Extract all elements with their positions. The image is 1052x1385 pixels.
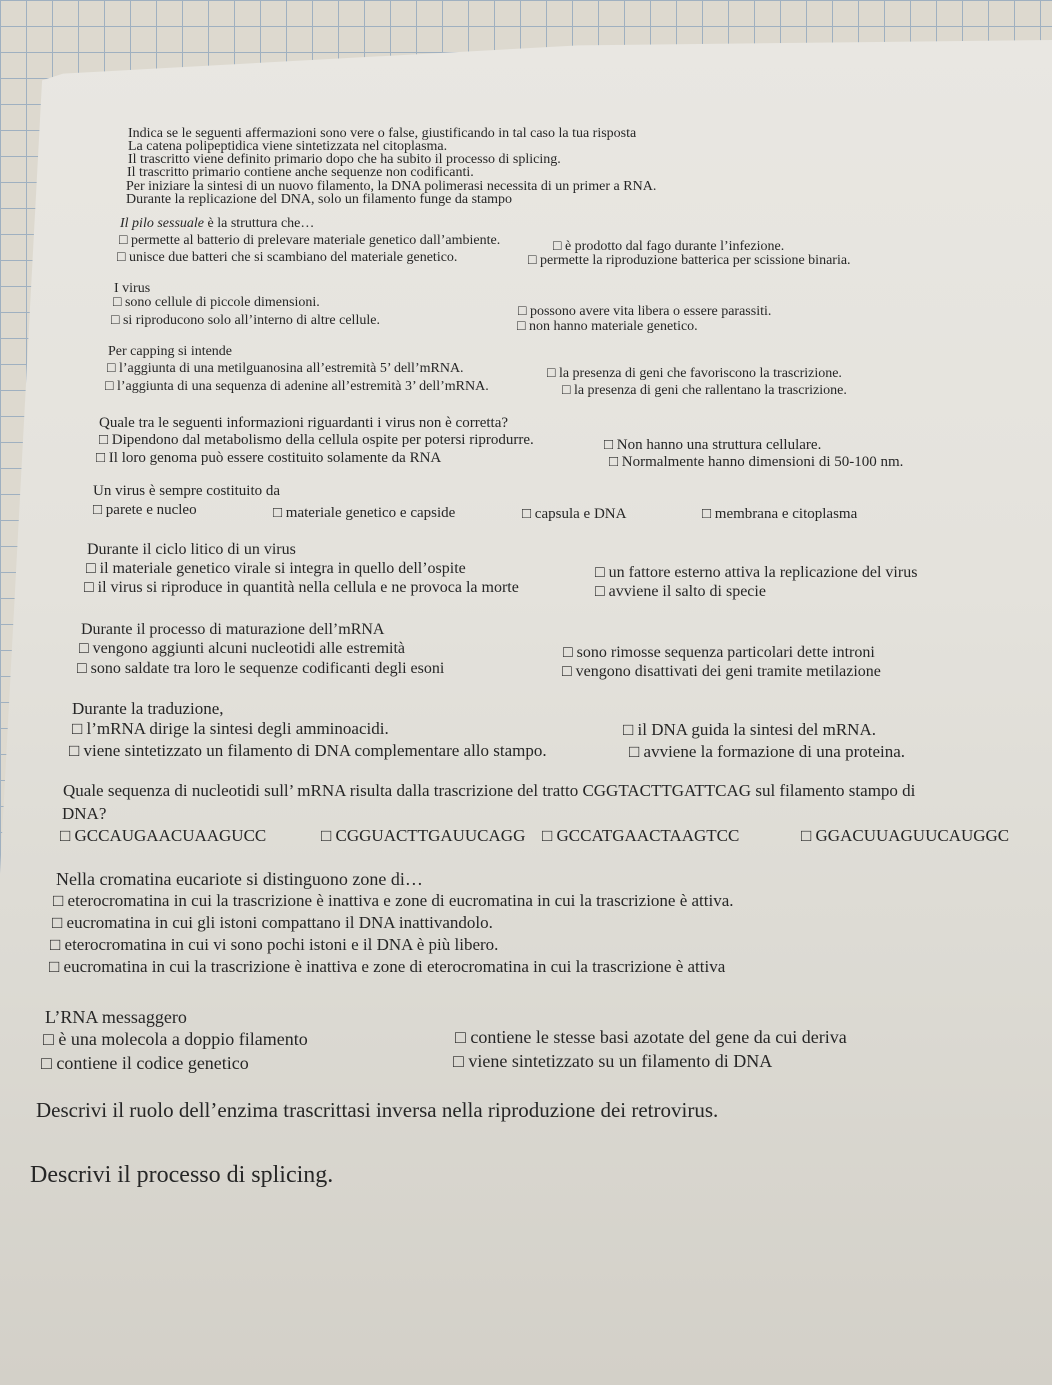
option-checkbox[interactable]: □ capsula e DNA bbox=[522, 506, 627, 522]
option-checkbox[interactable]: □ avviene il salto di specie bbox=[595, 583, 766, 600]
statement: Per iniziare la sintesi di un nuovo filamento, la DNA polimerasi necessita di un primer a RNA. bbox=[126, 179, 657, 194]
option-checkbox[interactable]: □ l’aggiunta di una sequenza di adenine all’estremità 3’ dell’mRNA. bbox=[105, 379, 489, 394]
statement: Il trascritto primario contiene anche sequenze non codificanti. bbox=[127, 165, 474, 180]
option-checkbox[interactable]: □ il DNA guida la sintesi del mRNA. bbox=[623, 720, 876, 739]
question-stem: Un virus è sempre costituito da bbox=[93, 483, 281, 499]
option-checkbox[interactable]: □ GCCAUGAACUAAGUCC bbox=[60, 826, 267, 845]
option-checkbox[interactable]: □ contiene il codice genetico bbox=[41, 1053, 249, 1073]
option-checkbox[interactable]: □ non hanno materiale genetico. bbox=[517, 319, 698, 334]
option-checkbox[interactable]: □ il materiale genetico virale si integra in quello dell’ospite bbox=[86, 560, 466, 577]
option-checkbox[interactable]: □ possono avere vita libera o essere parassiti. bbox=[518, 304, 772, 319]
option-checkbox[interactable]: □ permette al batterio di prelevare materiale genetico dall’ambiente. bbox=[119, 233, 501, 248]
option-checkbox[interactable]: □ vengono disattivati dei geni tramite metilazione bbox=[562, 663, 881, 680]
option-checkbox[interactable]: □ la presenza di geni che rallentano la trascrizione. bbox=[562, 383, 847, 398]
question-stem: Per capping si intende bbox=[108, 344, 233, 359]
option-checkbox[interactable]: □ si riproducono solo all’interno di altre cellule. bbox=[111, 313, 380, 328]
question-stem: Durante il processo di maturazione dell’mRNA bbox=[81, 621, 385, 638]
option-checkbox[interactable]: □ unisce due batteri che si scambiano del materiale genetico. bbox=[117, 250, 458, 265]
option-checkbox[interactable]: □ permette la riproduzione batterica per scissione binaria. bbox=[528, 253, 851, 268]
question-stem-continued: DNA? bbox=[62, 804, 107, 823]
option-checkbox[interactable]: □ sono cellule di piccole dimensioni. bbox=[113, 295, 320, 310]
open-question: Descrivi il processo di splicing. bbox=[30, 1162, 334, 1188]
option-checkbox[interactable]: □ sono rimosse sequenza particolari dette introni bbox=[563, 644, 875, 661]
option-checkbox[interactable]: □ GCCATGAACTAAGTCC bbox=[542, 826, 740, 845]
question-stem: Durante il ciclo litico di un virus bbox=[87, 541, 296, 558]
question-stem: Quale tra le seguenti informazioni riguardanti i virus non è corretta? bbox=[99, 415, 509, 431]
option-checkbox[interactable]: □ CGGUACTTGAUUCAGG bbox=[321, 826, 526, 845]
option-checkbox[interactable]: □ Non hanno una struttura cellulare. bbox=[604, 437, 822, 453]
option-checkbox[interactable]: □ contiene le stesse basi azotate del gene da cui deriva bbox=[455, 1027, 847, 1047]
option-checkbox[interactable]: □ Il loro genoma può essere costituito solamente da RNA bbox=[96, 450, 442, 466]
option-checkbox[interactable]: □ sono saldate tra loro le sequenze codificanti degli esoni bbox=[77, 660, 445, 677]
option-checkbox[interactable]: □ un fattore esterno attiva la replicazione del virus bbox=[595, 564, 918, 581]
question-stem: L’RNA messaggero bbox=[45, 1007, 187, 1027]
question-stem: I virus bbox=[114, 281, 151, 296]
open-question: Descrivi il ruolo dell’enzima trascrittasi inversa nella riproduzione dei retrovirus. bbox=[36, 1098, 719, 1122]
option-checkbox[interactable]: □ Dipendono dal metabolismo della cellula ospite per potersi riprodurre. bbox=[99, 432, 534, 448]
option-checkbox[interactable]: □ l’mRNA dirige la sintesi degli amminoacidi. bbox=[72, 719, 389, 738]
option-checkbox[interactable]: □ è una molecola a doppio filamento bbox=[43, 1029, 308, 1049]
option-checkbox[interactable]: □ eterocromatina in cui vi sono pochi istoni e il DNA è più libero. bbox=[50, 935, 499, 954]
option-checkbox[interactable]: □ è prodotto dal fago durante l’infezione. bbox=[553, 239, 785, 254]
option-checkbox[interactable]: □ il virus si riproduce in quantità nella cellula e ne provoca la morte bbox=[84, 579, 519, 596]
option-checkbox[interactable]: □ la presenza di geni che favoriscono la trascrizione. bbox=[547, 366, 842, 381]
option-checkbox[interactable]: □ GGACUUAGUUCAUGGC bbox=[801, 826, 1010, 845]
stem-italic: Il pilo sessuale bbox=[120, 216, 204, 231]
option-checkbox[interactable]: □ eterocromatina in cui la trascrizione è inattiva e zone di eucromatina in cui la trascrizione è attiva. bbox=[53, 891, 734, 910]
option-checkbox[interactable]: □ viene sintetizzato su un filamento di DNA bbox=[453, 1051, 773, 1071]
stem-rest: è la struttura che… bbox=[204, 216, 315, 231]
intro-title: Indica se le seguenti affermazioni sono vere o false, giustificando in tal caso la tua risposta bbox=[128, 126, 637, 141]
statement: Il trascritto viene definito primario dopo che ha subito il processo di splicing. bbox=[128, 152, 561, 167]
option-checkbox[interactable]: □ vengono aggiunti alcuni nucleotidi alle estremità bbox=[79, 640, 406, 657]
option-checkbox[interactable]: □ eucromatina in cui gli istoni compattano il DNA inattivandolo. bbox=[52, 913, 493, 932]
option-checkbox[interactable]: □ avviene la formazione di una proteina. bbox=[629, 742, 906, 761]
option-checkbox[interactable]: □ materiale genetico e capside bbox=[273, 505, 456, 521]
statement: Durante la replicazione del DNA, solo un filamento funge da stampo bbox=[126, 192, 513, 207]
option-checkbox[interactable]: □ l’aggiunta di una metilguanosina all’estremità 5’ dell’mRNA. bbox=[107, 361, 464, 376]
question-stem bbox=[120, 217, 314, 231]
option-checkbox[interactable]: □ Normalmente hanno dimensioni di 50-100 nm. bbox=[609, 454, 904, 470]
statement: La catena polipeptidica viene sintetizzata nel citoplasma. bbox=[128, 139, 448, 154]
option-checkbox[interactable]: □ viene sintetizzato un filamento di DNA complementare allo stampo. bbox=[69, 741, 547, 760]
question-stem: Durante la traduzione, bbox=[72, 699, 224, 718]
option-checkbox[interactable]: □ parete e nucleo bbox=[93, 502, 197, 518]
option-checkbox[interactable]: □ eucromatina in cui la trascrizione è inattiva e zone di eterocromatina in cui la trascrizione è attiva bbox=[49, 957, 726, 976]
option-checkbox[interactable]: □ membrana e citoplasma bbox=[702, 506, 858, 522]
question-stem: Nella cromatina eucariote si distinguono zone di… bbox=[56, 869, 423, 889]
question-stem: Quale sequenza di nucleotidi sull’ mRNA risulta dalla trascrizione del tratto CGGTACTTGATTCAG sul filamento stampo di bbox=[63, 781, 916, 800]
